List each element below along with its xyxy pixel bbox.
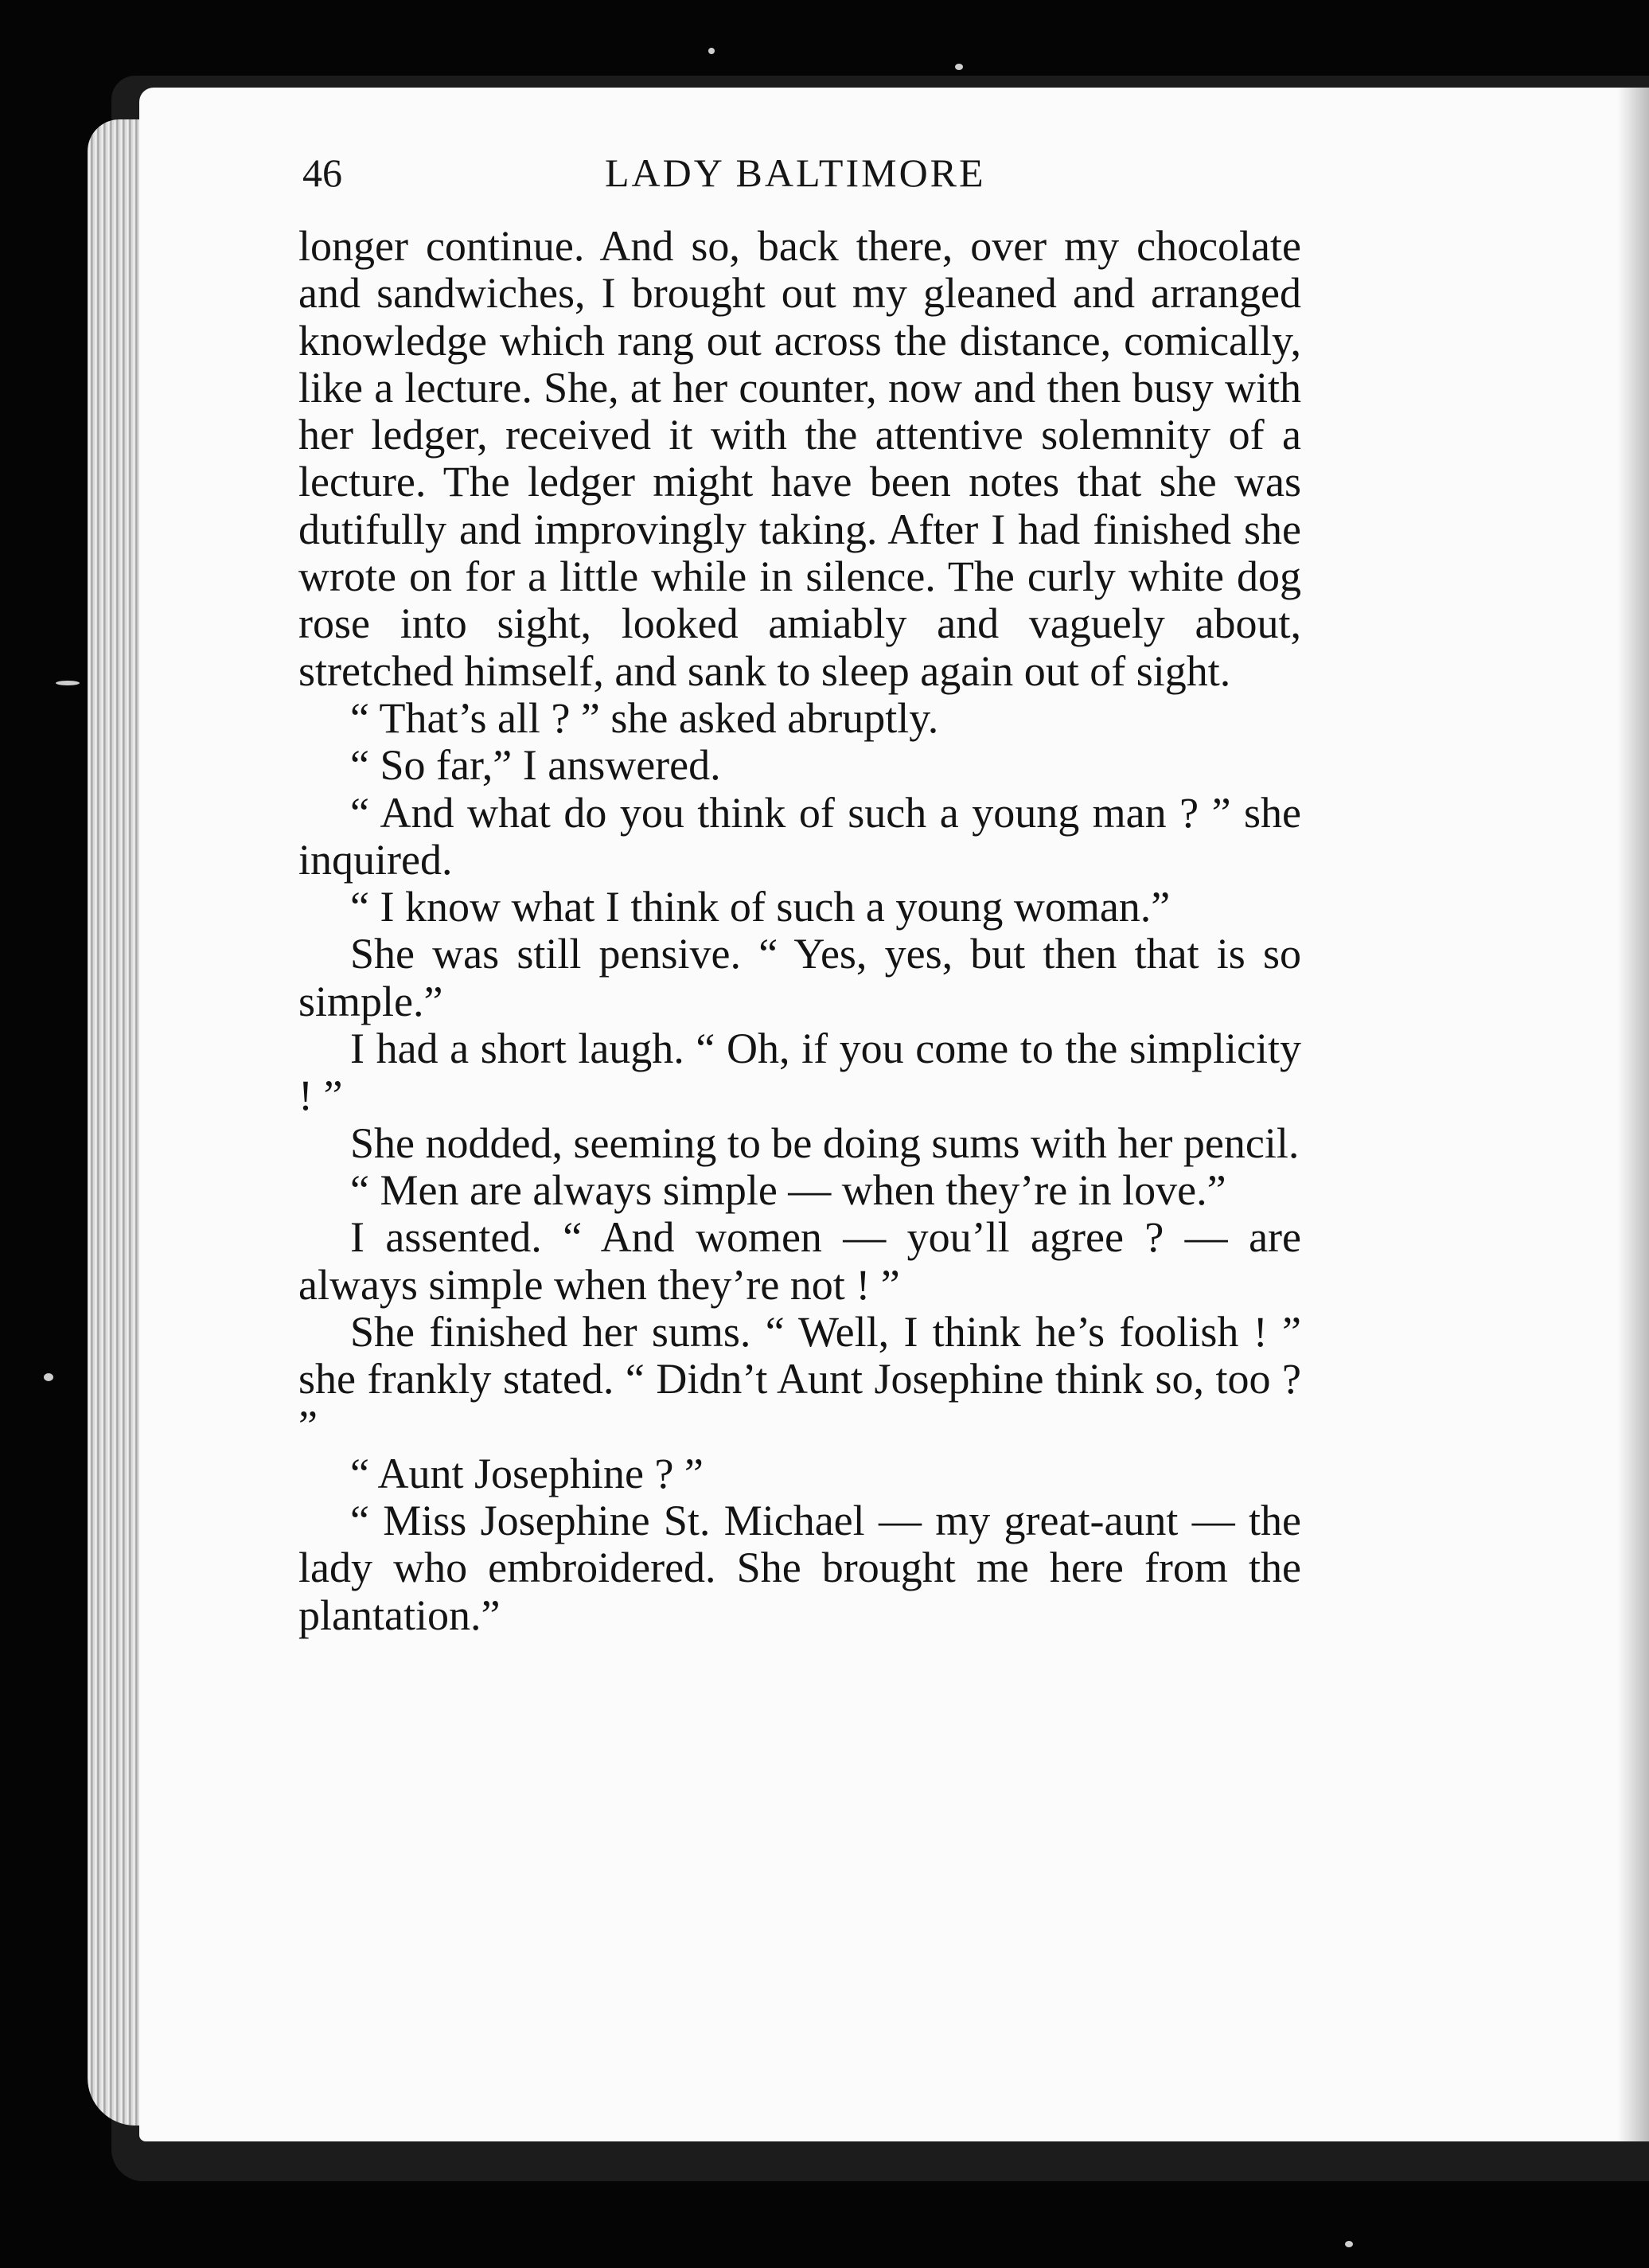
paragraph: “ So far,” I answered. bbox=[350, 741, 721, 790]
scan-speck bbox=[1345, 2241, 1353, 2247]
scan-speck bbox=[44, 1373, 53, 1381]
running-title: LADY BALTIMORE bbox=[605, 150, 986, 195]
page-header bbox=[302, 150, 1138, 205]
paragraph: I had a short laugh. “ Oh, if you come to the simplicity ! ” bbox=[298, 1025, 1301, 1120]
paragraph: longer continue. And so, back there, over my chocolate and sandwiches, I brought out my gleaned and arranged knowledge which rang out across the distance, comically, like a lecture. She, at her counter, now and then busy with her ledger, received it with the attentive solemnity of a lecture. The ledger might have been notes that she was dutifully and improvingly taking. After I had finished she wrote on for a little while in silence. The curly white dog rose into sight, looked amiably and vaguely about, stretched himself, and sank to sleep again out of sight. bbox=[298, 222, 1301, 695]
paragraph: She finished her sums. “ Well, I think he’s foolish ! ” she frankly stated. “ Didn’t Aunt Josephine think so, too ? ” bbox=[298, 1307, 1301, 1450]
paragraph: I assented. “ And women — you’ll agree ? — are always simple when they’re not ! ” bbox=[298, 1213, 1301, 1309]
body-text bbox=[298, 223, 1301, 1639]
paragraph: “ Aunt Josephine ? ” bbox=[350, 1449, 704, 1497]
paragraph: She was still pensive. “ Yes, yes, but then that is so simple.” bbox=[298, 930, 1301, 1025]
paragraph: She nodded, seeming to be doing sums with her pencil. bbox=[350, 1118, 1300, 1167]
spine-shadow bbox=[1617, 88, 1649, 2141]
scan-speck bbox=[955, 64, 963, 70]
page-number: 46 bbox=[302, 150, 342, 195]
scan-speck bbox=[708, 48, 715, 54]
scan-speck bbox=[56, 681, 80, 685]
paragraph: “ Men are always simple — when they’re in love.” bbox=[350, 1165, 1226, 1214]
paragraph: “ That’s all ? ” she asked abruptly. bbox=[350, 693, 939, 742]
paragraph: “ And what do you think of such a young man ? ” she inquired. bbox=[298, 788, 1301, 884]
paragraph: “ I know what I think of such a young woman.” bbox=[350, 883, 1171, 931]
paragraph: “ Miss Josephine St. Michael — my great-aunt — the lady who embroidered. She brought me here from the plantation.” bbox=[298, 1497, 1301, 1639]
